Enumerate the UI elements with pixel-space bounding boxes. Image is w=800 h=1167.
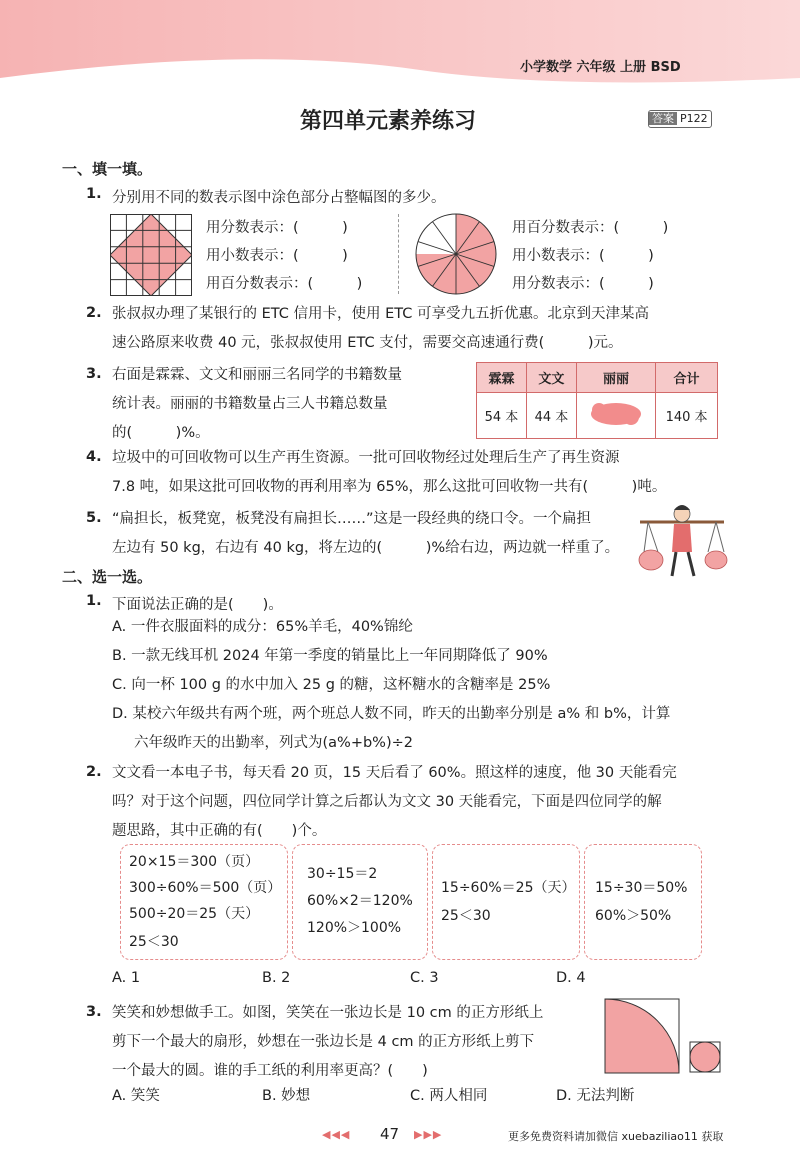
answer-tag	[648, 110, 712, 128]
figure-divider	[398, 214, 399, 294]
grid-diamond-figure	[110, 214, 192, 296]
solution-line: 60%＞50%	[595, 908, 672, 924]
page-title: 第四单元素养练习	[300, 109, 477, 134]
table-cell-hidden	[576, 393, 655, 439]
answer-tag-page: P122	[680, 112, 708, 125]
table-row	[477, 393, 718, 439]
header-label: 小学数学 六年级 上册 BSD	[520, 60, 681, 75]
s1-q3-line-1: 右面是霖霖、文文和丽丽三名同学的书籍数量	[112, 367, 402, 383]
table-header: 霖霖	[477, 363, 527, 393]
solution-line: 30÷15＝2	[307, 866, 378, 882]
s2-q2-line-1: 文文看一本电子书，每天看 20 页，15 天后看了 60%。照这样的速度，他 30 天能看完	[112, 765, 677, 781]
solution-line: 60%×2＝120%	[307, 893, 413, 909]
answer-tag-label: 答案	[649, 112, 677, 125]
s2-q2-line-2: 吗？对于这个问题，四位同学计算之后都认为文文 30 天能看完，下面是四位同学的解	[112, 794, 662, 810]
s2-q2-option-d: D. 4	[556, 970, 586, 986]
s2-q2-option-b: B. 2	[262, 970, 291, 986]
s2-q3-line-2: 剪下一个最大的扇形，妙想在一张边长是 4 cm 的正方形纸上剪下	[112, 1034, 535, 1050]
s2-q3-option-d: D. 无法判断	[556, 1088, 635, 1104]
next-arrows-icon: ▶▶▶	[414, 1128, 443, 1141]
solution-line: 25＜30	[129, 934, 179, 950]
s1-q1-number: 1.	[86, 186, 102, 202]
ink-blot-icon	[589, 401, 643, 427]
s1-q5-line-1: “扁担长，板凳宽，板凳没有扁担长……”这是一段经典的绕口令。一个扁担	[112, 511, 592, 527]
s2-q1-text: 下面说法正确的是( )。	[112, 597, 283, 613]
table-cell: 54 本	[477, 393, 527, 439]
page-number: 47	[380, 1125, 400, 1143]
solution-line: 15÷60%＝25（天）	[441, 880, 576, 896]
solution-line: 120%＞100%	[307, 920, 402, 936]
s1-q5-number: 5.	[86, 510, 102, 526]
s1-q1-right-line-1: 用百分数表示：( )	[512, 220, 669, 236]
solution-box-4	[584, 844, 702, 960]
solution-line: 15÷30＝50%	[595, 880, 688, 896]
s1-q2-line-2: 速公路原来收费 40 元，张叔叔使用 ETC 支付，需要交高速通行费( )元。	[112, 335, 623, 351]
table-cell: 44 本	[526, 393, 576, 439]
s2-q1-option-c: C. 向一杯 100 g 的水中加入 25 g 的糖，这杯糖水的含糖率是 25%	[112, 677, 551, 693]
table-header: 丽丽	[576, 363, 655, 393]
s2-q3-option-b: B. 妙想	[262, 1088, 311, 1104]
s1-q1-left-line-2: 用小数表示：( )	[206, 248, 348, 264]
s1-q4-line-2: 7.8 吨，如果这批可回收物的再利用率为 65%，那么这批可回收物一共有( )吨。	[112, 479, 667, 495]
s1-q1-left-line-1: 用分数表示：( )	[206, 220, 348, 236]
solution-line: 300÷60%＝500（页）	[129, 880, 282, 896]
s1-q3-line-2: 统计表。丽丽的书籍数量占三人书籍总数量	[112, 396, 388, 412]
table-header: 文文	[526, 363, 576, 393]
solution-box-1	[120, 844, 288, 960]
s2-q3-line-3: 一个最大的圆。谁的手工纸的利用率更高？( )	[112, 1063, 428, 1079]
s2-q3-line-1: 笑笑和妙想做手工。如图，笑笑在一张边长是 10 cm 的正方形纸上	[112, 1005, 544, 1021]
header-band	[0, 0, 800, 90]
table-cell: 140 本	[656, 393, 718, 439]
s2-q1-number: 1.	[86, 593, 102, 609]
s2-q3-option-c: C. 两人相同	[410, 1088, 488, 1104]
sector-and-circle-figure	[604, 998, 724, 1074]
solution-line: 500÷20＝25（天）	[129, 906, 260, 922]
solution-line: 25＜30	[441, 908, 491, 924]
s1-q1-text: 分别用不同的数表示图中涂色部分占整幅图的多少。	[112, 190, 446, 206]
s2-q3-option-a: A. 笑笑	[112, 1088, 160, 1104]
solution-line: 20×15＝300（页）	[129, 854, 260, 870]
s2-q2-number: 2.	[86, 764, 102, 780]
book-count-table	[476, 362, 718, 439]
section1-heading: 一、填一填。	[62, 160, 153, 178]
s2-q1-option-b: B. 一款无线耳机 2024 年第一季度的销量比上一年同期降低了 90%	[112, 648, 548, 664]
s1-q1-right-line-2: 用小数表示：( )	[512, 248, 654, 264]
s1-q2-number: 2.	[86, 305, 102, 321]
solution-box-3	[432, 844, 580, 960]
s2-q2-option-a: A. 1	[112, 970, 141, 986]
s1-q1-left-line-3: 用百分数表示：( )	[206, 276, 363, 292]
s2-q1-option-d: D. 某校六年级共有两个班，两个班总人数不同，昨天的出勤率分别是 a% 和 b%，计算	[112, 706, 671, 722]
section2-heading: 二、选一选。	[62, 568, 153, 586]
table-header: 合计	[656, 363, 718, 393]
s1-q5-line-2: 左边有 50 kg，右边有 40 kg，将左边的( )%给右边，两边就一样重了。	[112, 540, 620, 556]
s2-q2-line-3: 题思路，其中正确的有( )个。	[112, 823, 327, 839]
footer-note: 更多免费资料请加微信 xuebaziliao11 获取	[508, 1130, 724, 1143]
table-header-row	[477, 363, 718, 393]
s1-q1-right-line-3: 用分数表示：( )	[512, 276, 654, 292]
solution-box-2	[292, 844, 428, 960]
prev-arrows-icon: ◀◀◀	[322, 1128, 351, 1141]
s1-q4-line-1: 垃圾中的可回收物可以生产再生资源。一批可回收物经过处理后生产了再生资源	[112, 450, 620, 466]
pie-circle-figure	[414, 212, 498, 296]
s1-q3-number: 3.	[86, 366, 102, 382]
s1-q4-number: 4.	[86, 449, 102, 465]
s1-q2-line-1: 张叔叔办理了某银行的 ETC 信用卡，使用 ETC 可享受九五折优惠。北京到天津某高	[112, 306, 650, 322]
s2-q2-option-c: C. 3	[410, 970, 439, 986]
s2-q1-option-a: A. 一件衣服面料的成分：65%羊毛，40%锦纶	[112, 619, 413, 635]
s1-q3-line-3: 的( )%。	[112, 425, 210, 441]
s2-q1-option-d-cont: 六年级昨天的出勤率，列式为(a%+b%)÷2	[134, 735, 413, 751]
shoulder-pole-person-illustration	[636, 500, 728, 582]
s2-q3-number: 3.	[86, 1004, 102, 1020]
